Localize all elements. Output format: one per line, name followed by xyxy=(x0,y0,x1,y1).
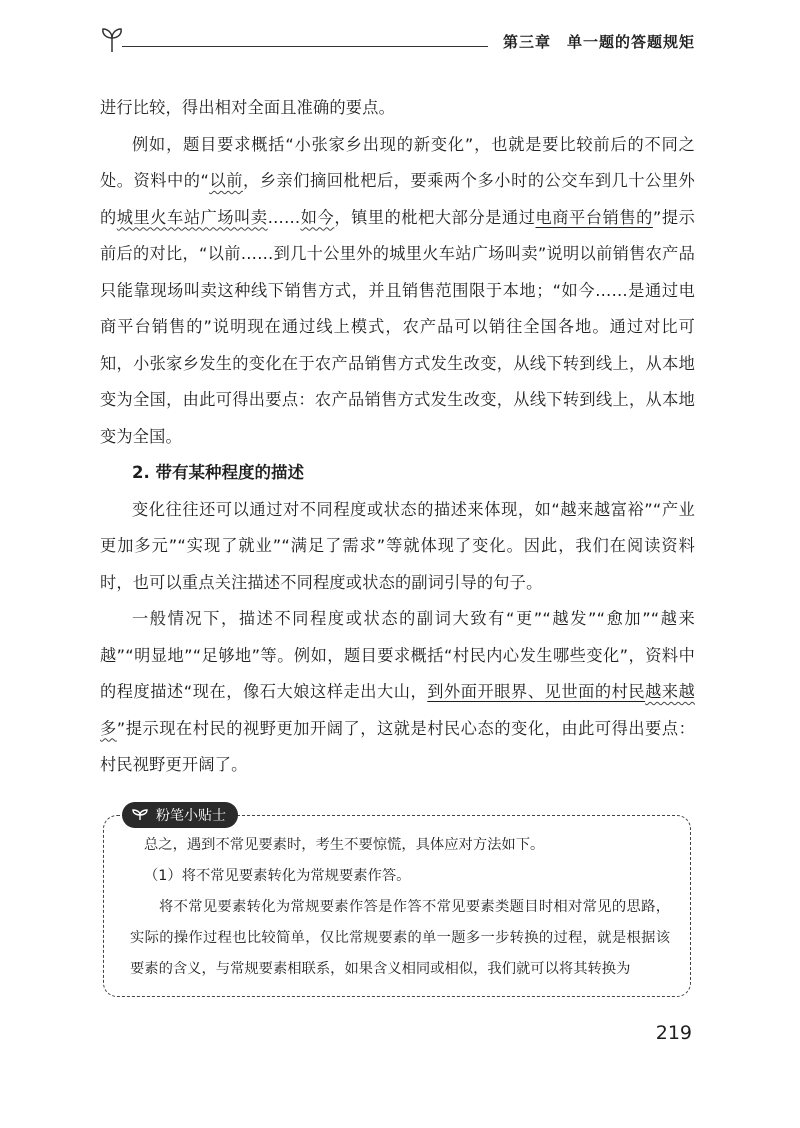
running-header xyxy=(100,26,695,56)
sprout-icon xyxy=(130,809,150,821)
section-heading: 2. 带有某种程度的描述 xyxy=(132,463,304,482)
underline-text: 到外面开眼界、见世面的村民 xyxy=(427,682,646,701)
tip-list-item: （1）将不常见要素转化为常规要素作答。 xyxy=(144,868,411,884)
leaf-sprout-icon xyxy=(100,26,124,54)
header-rule xyxy=(122,46,488,47)
wavy-underline-text: 以前 xyxy=(209,171,243,190)
tip-paragraph: 将不常见要素转化为常规要素作答是作答不常见要素类题目时相对常见的思路，实际的操作过程也比较简单，仅比常规要素的单一题多一步转换的过程，就是根据该要素的含义，与常规要素相联系，如果含义相同或相似，我们就可以将其转换为 xyxy=(130,899,670,977)
wavy-underline-text: 城里火车站广场叫卖 xyxy=(116,207,268,227)
tip-badge-label: 粉笔小贴士 xyxy=(156,808,226,824)
underline-text: 电商平台销售的 xyxy=(535,207,653,227)
wavy-underline-text: 越来越多 xyxy=(100,682,695,738)
page-number: 219 xyxy=(655,1022,692,1044)
main-text xyxy=(100,90,695,784)
tip-badge xyxy=(122,802,238,828)
paragraph-example-2: 一般情况下，描述不同程度或状态的副词大致有“更”“越发”“愈加”“越来越”“明显地”“足够地”等。例如，题目要求概括“村民内心发生哪些变化”，资料中的程度描述“现在，像石大娘这样走出大山，到外面开眼界、见世面的村民越来越多”提示现在村民的视野更加开阔了，这就是村民心态的变化，由此可得出要点：村民视野更开阔了。 xyxy=(100,609,696,774)
paragraph-example-1: 例如，题目要求概括“小张家乡出现的新变化”，也就是要比较前后的不同之处。资料中的“以前，乡亲们摘回枇杷后，要乘两个多小时的公交车到几十公里外的城里火车站广场叫卖……如今，镇里的枇杷大部分是通过电商平台销售的”提示前后的对比，“以前……到几十公里外的城里火车站广场叫卖”说明以前销售农产品只能靠现场叫卖这种线下销售方式，并且销售范围限于本地；“如今……是通过电商平台销售的”说明现在通过线上模式，农产品可以销往全国各地。通过对比可知，小张家乡发生的变化在于农产品销售方式发生改变，从线下转到线上，从本地变为全国，由此可得出要点：农产品销售方式发生改变，从线下转到线上，从本地变为全国。 xyxy=(100,134,695,446)
chapter-title: 第三章 单一题的答题规矩 xyxy=(502,33,695,51)
tip-content xyxy=(130,830,670,985)
paragraph-continuation: 进行比较，得出相对全面且准确的要点。 xyxy=(100,98,395,117)
paragraph-degree: 变化往往还可以通过对不同程度或状态的描述来体现，如“越来越富裕”“产业更加多元”“实现了就业”“满足了需求”等就体现了变化。因此，我们在阅读资料时，也可以重点关注描述不同程度或状态的副词引导的句子。 xyxy=(100,499,695,592)
tip-paragraph: 总之，遇到不常见要素时，考生不要惊慌，具体应对方法如下。 xyxy=(144,837,545,853)
wavy-underline-text: 如今 xyxy=(300,207,335,227)
